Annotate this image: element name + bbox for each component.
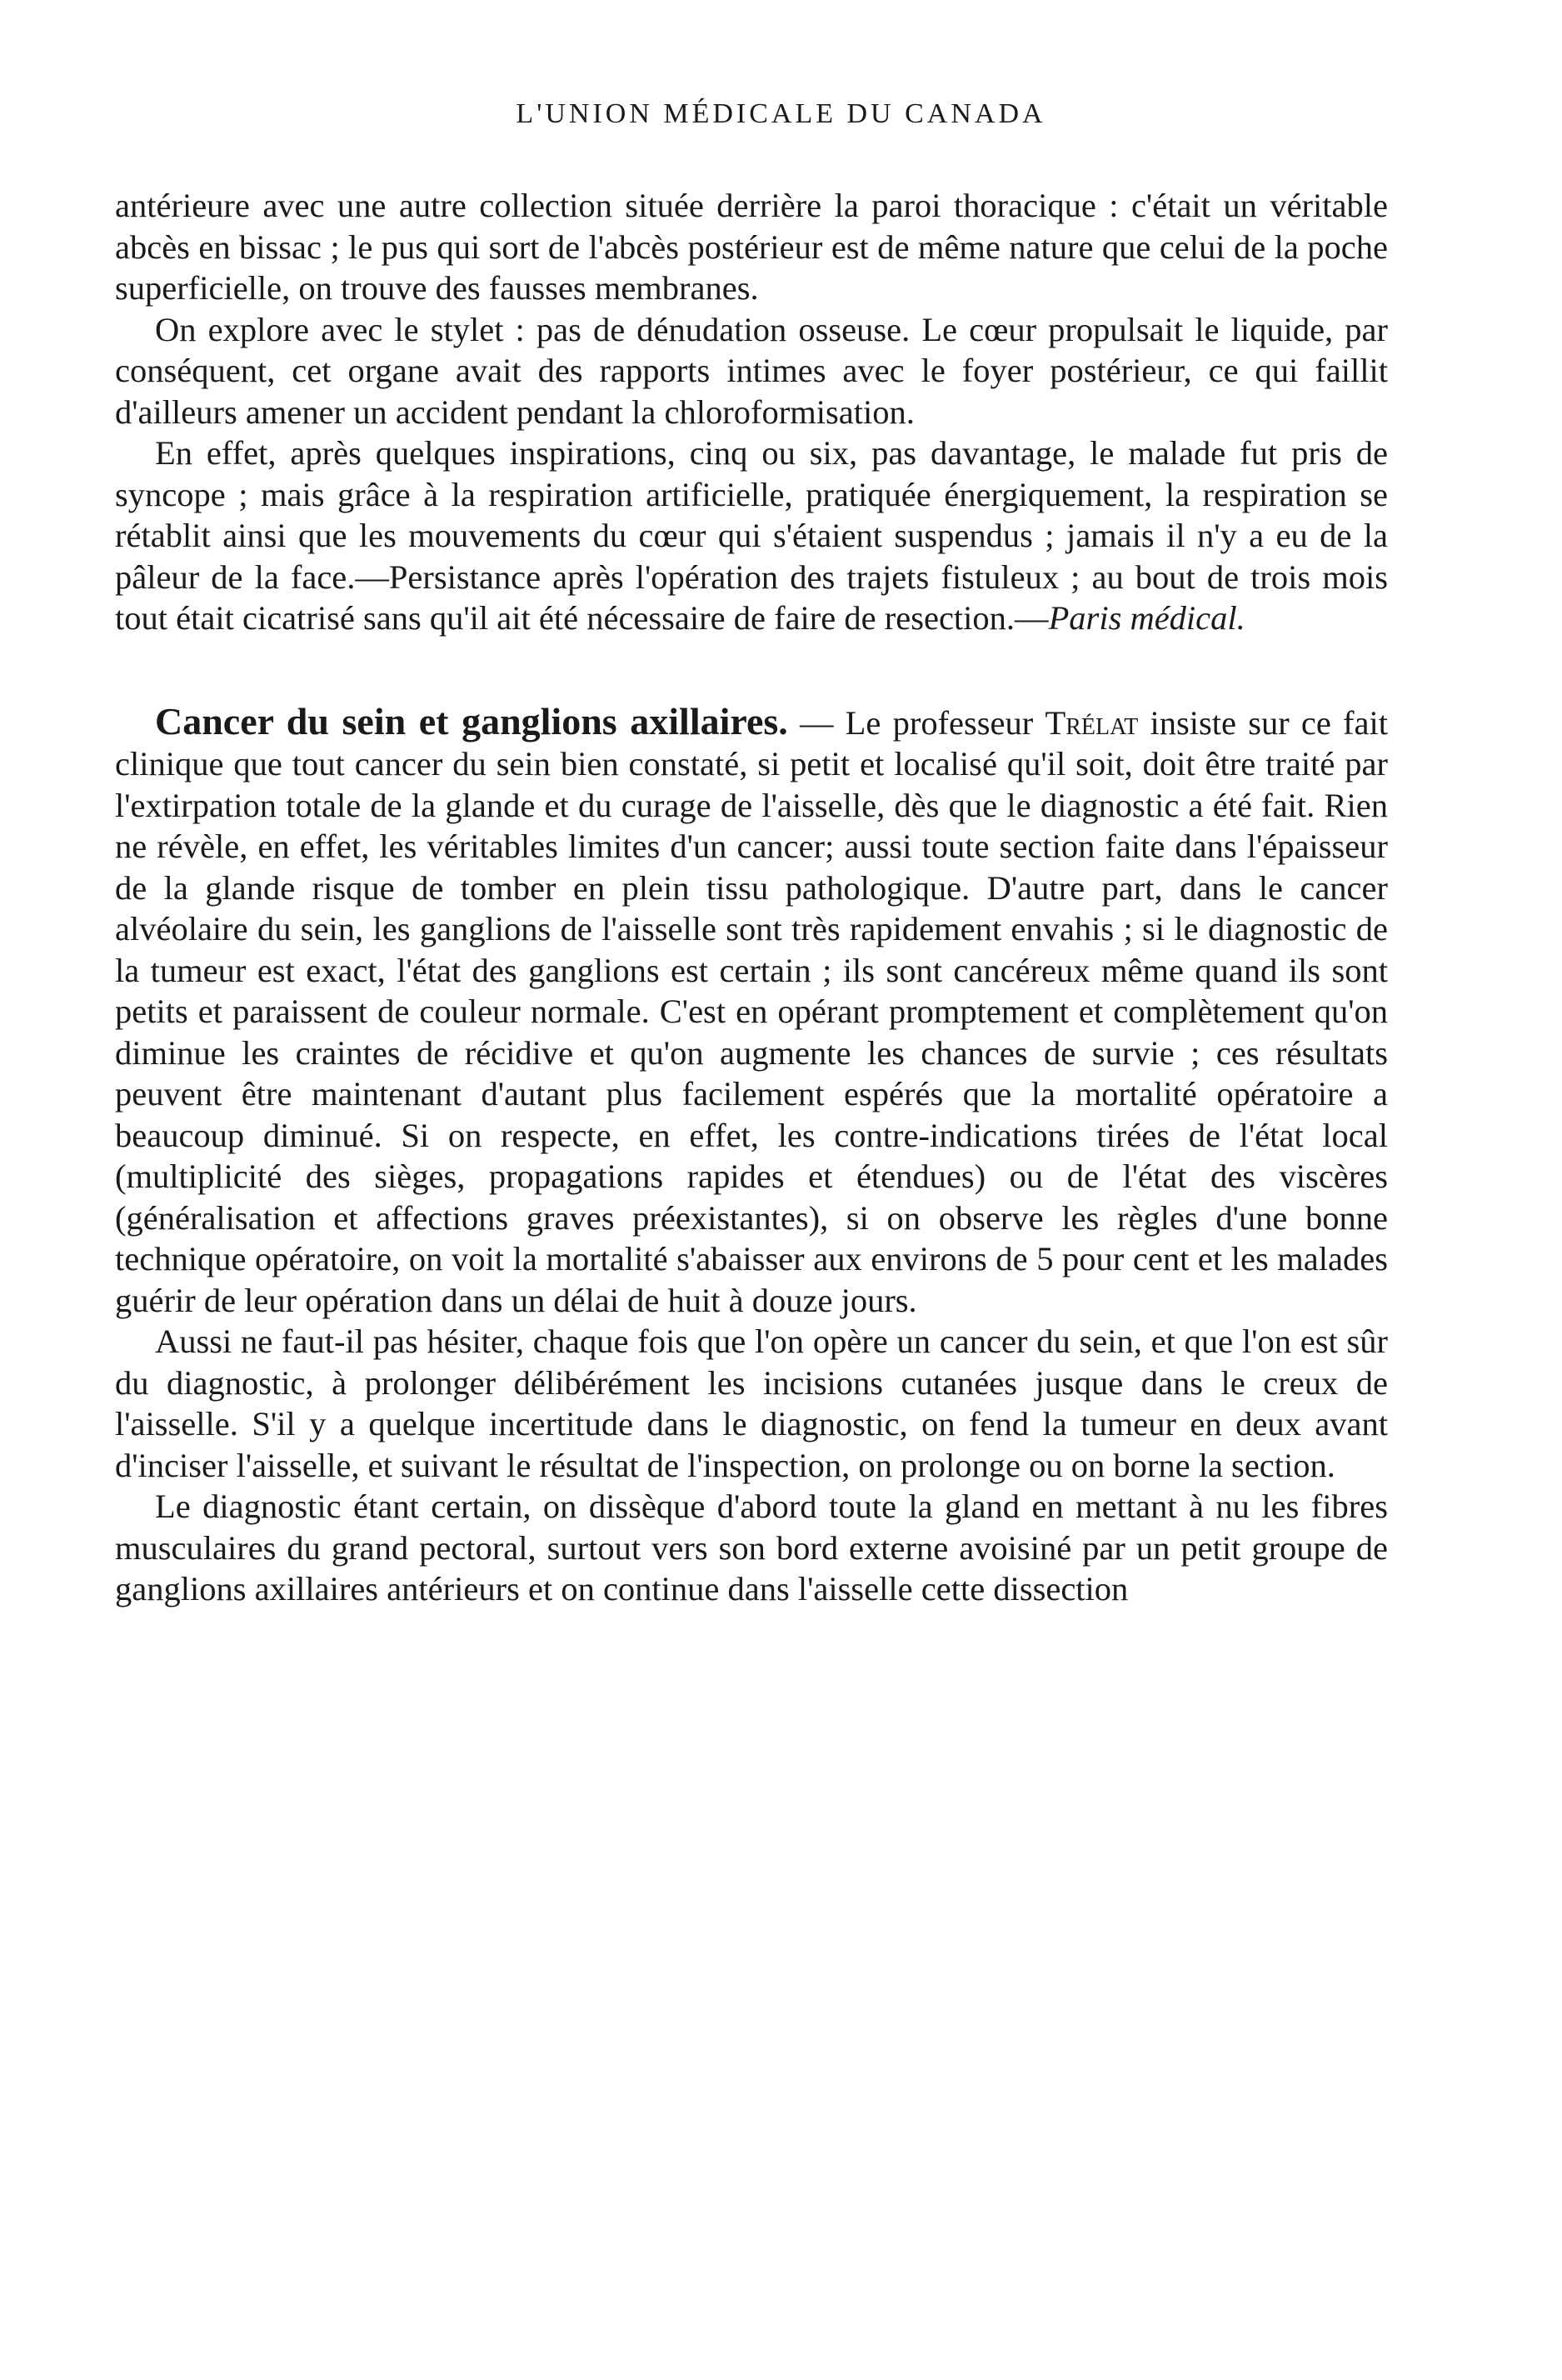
article2-paragraph-2: Aussi ne faut-il pas hésiter, chaque fois que l'on opère un cancer du sein, et que l'on est sûr du diagnostic, à prolonger délibérément les incisions cutanées jusque dans le creux de l'aisselle. S'il y a quelque incertitude dans le diagnostic, on fend la tumeur en deux avant d'inciser l'aisselle, et suivant le résultat de l'inspection, on prolonge ou on borne la section. bbox=[115, 1322, 1388, 1484]
article1-paragraph-3-text: En effet, après quelques inspirations, cinq ou six, pas davantage, le malade fut pris de syncope ; mais grâce à la respiration artificielle, pratiquée énergiquement, la respiration se rétablit ainsi que les mouvements du cœur qui s'étaient suspendus ; jamais il n'y a eu de la pâleur de la face.—Persistance après l'opération des trajets fistuleux ; au bout de trois mois tout était cicatrisé sans qu'il ait été nécessaire de faire de resection.— bbox=[115, 434, 1388, 637]
article2-paragraph-1 bbox=[115, 701, 1388, 1322]
text-column bbox=[115, 185, 1388, 1610]
article2-lead: — Le professeur bbox=[787, 703, 1045, 742]
article1-paragraph-1: antérieure avec une autre collection située derrière la paroi thoracique : c'était un véritable abcès en bissac ; le pus qui sort de l'abcès postérieur est de même nature que celui de la poche superficielle, on trouve des fausses membranes. bbox=[115, 187, 1388, 307]
article1-paragraph-3 bbox=[115, 432, 1388, 639]
article2-author: Trélat bbox=[1045, 703, 1139, 742]
article2-title: Cancer du sein et ganglions axillaires. bbox=[155, 699, 788, 742]
running-head: L'UNION MÉDICALE DU CANADA bbox=[516, 98, 1046, 129]
article2 bbox=[115, 701, 1388, 1610]
article2-paragraph-3: Le diagnostic étant certain, on dissèque d'abord toute la gland en mettant à nu les fibres musculaires du grand pectoral, surtout vers son bord externe avoisiné par un petit groupe de ganglions axillaires antérieurs et on continue dans l'aisselle cette dissection bbox=[115, 1488, 1388, 1608]
article2-paragraph-1-text: insiste sur ce fait clinique que tout cancer du sein bien constaté, si petit et localisé qu'il soit, doit être traité par l'extirpation totale de la glande et du curage de l'aisselle, dès que le diagnostic a été fait. Rien ne révèle, en effet, les véritables limites d'un cancer; aussi toute section faite dans l'épaisseur de la glande risque de tomber en plein tissu pathologique. D'autre part, dans le cancer alvéolaire du sein, les ganglions de l'aisselle sont très rapidement envahis ; si le diagnostic de la tumeur est exact, l'état des ganglions est certain ; ils sont cancéreux même quand ils sont petits et paraissent de couleur normale. C'est en opérant promptement et complètement qu'on diminue les craintes de récidive et qu'on augmente les chances de survie ; ces résultats peuvent être maintenant d'autant plus facilement espérés que la mortalité opératoire a beaucoup diminué. Si on respecte, en effet, les contre-indications tirées de l'état local (multiplicité des sièges, propagations rapides et étendues) ou de l'état des viscères (généralisation et affections graves préexistantes), si on observe les règles d'une bonne technique opératoire, on voit la mortalité s'abaisser aux environs de 5 pour cent et les malades guérir de leur opération dans un délai de huit à douze jours. bbox=[115, 703, 1388, 1319]
article1-source: Paris médical. bbox=[1048, 599, 1245, 637]
article1-paragraph-2: On explore avec le stylet : pas de dénudation osseuse. Le cœur propulsait le liquide, par conséquent, cet organe avait des rapports intimes avec le foyer postérieur, ce qui faillit d'ailleurs amener un accident pendant la chloroformisation. bbox=[115, 310, 1388, 431]
